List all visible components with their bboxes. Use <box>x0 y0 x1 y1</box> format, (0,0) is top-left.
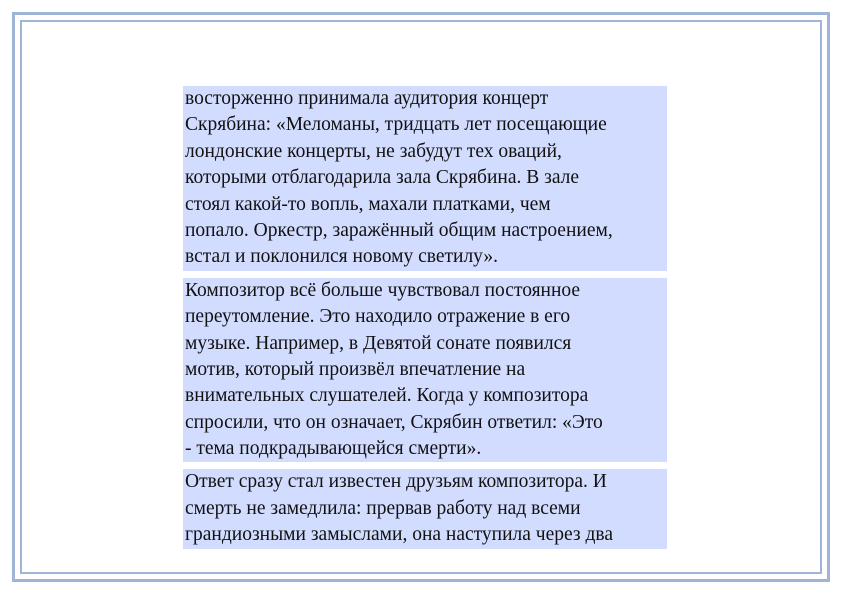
text-line: спросили, что он означает, Скрябин ответил: «Это <box>185 411 603 433</box>
text-line: встал и поклонился новому светилу». <box>185 246 499 268</box>
text-line: лондонские концерты, не забудут тех оваций, <box>185 140 562 162</box>
text-line: внимательных слушателей. Когда у композитора <box>185 385 589 407</box>
paragraph-2 <box>183 278 667 463</box>
text-line: Композитор всё больше чувствовал постоянное <box>185 279 581 301</box>
text-line: которыми отблагодарила зала Скрябина. В зале <box>185 167 580 189</box>
text-line: стоял какой-то вопль, махали платками, чем <box>185 193 551 215</box>
text-line: музыке. Например, в Девятой сонате появился <box>185 332 572 354</box>
text-line: Ответ сразу стал известен друзьям композитора. И <box>185 471 607 493</box>
text-line: переутомление. Это находило отражение в его <box>185 306 571 328</box>
text-line: Скрябина: «Меломаны, тридцать лет посещающие <box>185 114 607 136</box>
text-line: грандиозными замыслами, она наступила через два <box>185 524 614 546</box>
text-line: - тема подкрадывающейся смерти». <box>185 438 482 460</box>
text-line: мотив, который произвёл впечатление на <box>185 358 526 380</box>
document-text-block <box>183 86 667 549</box>
text-line: смерть не замедлила: прервав работу над всеми <box>185 497 581 519</box>
text-line: восторженно принимала аудитория концерт <box>185 88 549 109</box>
paragraph-3 <box>183 469 667 548</box>
paragraph-1 <box>183 86 667 271</box>
text-line: попало. Оркестр, заражённый общим настроением, <box>185 219 613 241</box>
